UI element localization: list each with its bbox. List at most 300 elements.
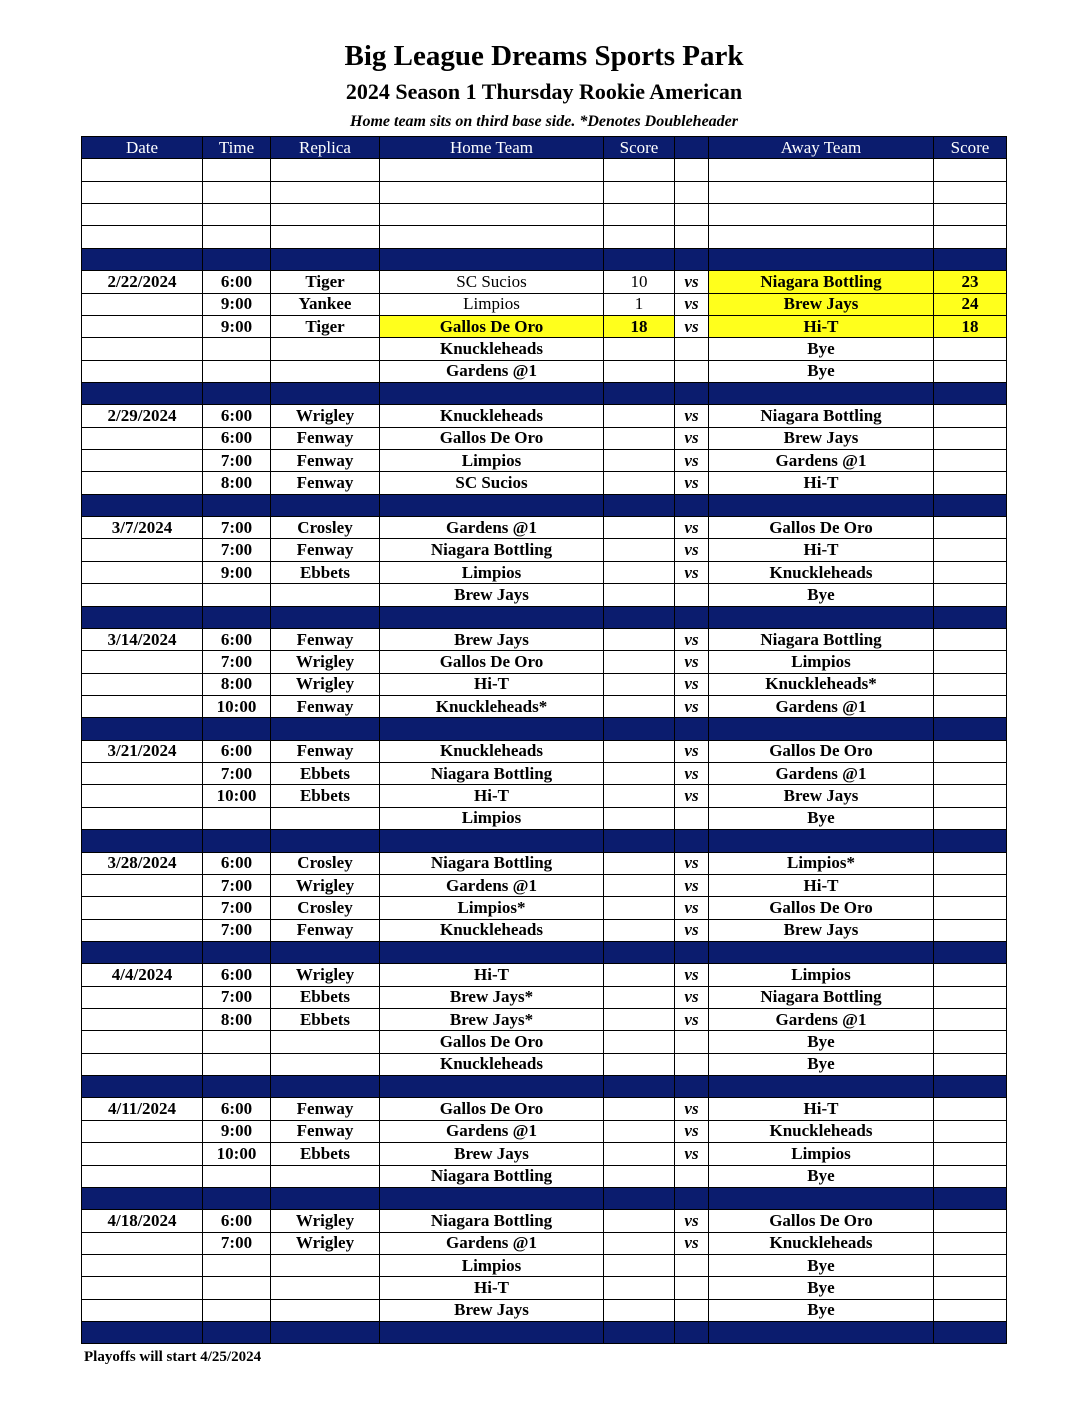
- home-score-cell: [604, 897, 675, 919]
- away-score-cell: [934, 897, 1007, 919]
- home-score-cell: [604, 874, 675, 896]
- away-score-cell: [934, 472, 1007, 494]
- home-team-cell: Knuckleheads: [380, 405, 604, 427]
- home-team-cell: Knuckleheads: [380, 338, 604, 360]
- table-row: [82, 1277, 1007, 1299]
- column-header-time: Time: [203, 137, 271, 159]
- time-cell: 7:00: [203, 763, 271, 785]
- home-score-cell: [604, 740, 675, 762]
- home-score-cell: [604, 1031, 675, 1053]
- away-score-cell: [934, 1143, 1007, 1165]
- home-score-cell: [604, 785, 675, 807]
- separator-cell: [82, 1076, 203, 1098]
- away-score-cell: [934, 1120, 1007, 1142]
- away-score-cell: [934, 628, 1007, 650]
- time-cell: [203, 1053, 271, 1075]
- vs-cell: vs: [675, 919, 709, 941]
- separator-cell: [675, 248, 709, 270]
- time-cell: 7:00: [203, 450, 271, 472]
- time-cell: 6:00: [203, 852, 271, 874]
- replica-cell: [271, 159, 380, 181]
- home-score-cell: [604, 181, 675, 203]
- home-team-cell: [380, 204, 604, 226]
- away-score-cell: [934, 1277, 1007, 1299]
- away-score-cell: 18: [934, 315, 1007, 337]
- home-team-cell: Niagara Bottling: [380, 1165, 604, 1187]
- separator-cell: [271, 382, 380, 404]
- away-score-cell: [934, 651, 1007, 673]
- vs-cell: [675, 1053, 709, 1075]
- away-team-cell: Gallos De Oro: [709, 740, 934, 762]
- table-row: [82, 1210, 1007, 1232]
- week-separator-row: [82, 830, 1007, 852]
- vs-cell: vs: [675, 427, 709, 449]
- home-team-cell: Brew Jays*: [380, 986, 604, 1008]
- separator-cell: [934, 941, 1007, 963]
- date-cell: [82, 1165, 203, 1187]
- replica-cell: [271, 584, 380, 606]
- vs-cell: vs: [675, 271, 709, 293]
- away-team-cell: Limpios*: [709, 852, 934, 874]
- time-cell: 9:00: [203, 561, 271, 583]
- date-cell: [82, 226, 203, 248]
- home-team-cell: Brew Jays: [380, 584, 604, 606]
- date-cell: 3/28/2024: [82, 852, 203, 874]
- date-cell: 3/21/2024: [82, 740, 203, 762]
- replica-cell: Fenway: [271, 472, 380, 494]
- home-team-cell: Niagara Bottling: [380, 763, 604, 785]
- replica-cell: Crosley: [271, 897, 380, 919]
- home-team-cell: Gardens @1: [380, 517, 604, 539]
- separator-cell: [271, 1076, 380, 1098]
- replica-cell: Fenway: [271, 450, 380, 472]
- date-cell: 4/4/2024: [82, 964, 203, 986]
- date-cell: [82, 450, 203, 472]
- away-score-cell: [934, 159, 1007, 181]
- table-row: [82, 427, 1007, 449]
- date-cell: [82, 1031, 203, 1053]
- vs-cell: vs: [675, 405, 709, 427]
- separator-cell: [604, 606, 675, 628]
- replica-cell: Wrigley: [271, 673, 380, 695]
- week-separator-row: [82, 248, 1007, 270]
- separator-cell: [203, 941, 271, 963]
- table-row: [82, 964, 1007, 986]
- week-separator-row: [82, 1076, 1007, 1098]
- away-score-cell: [934, 517, 1007, 539]
- table-row: [82, 1143, 1007, 1165]
- time-cell: 7:00: [203, 539, 271, 561]
- away-team-cell: Bye: [709, 1254, 934, 1276]
- home-team-cell: SC Sucios: [380, 472, 604, 494]
- home-score-cell: [604, 964, 675, 986]
- vs-cell: vs: [675, 740, 709, 762]
- separator-cell: [82, 1187, 203, 1209]
- replica-cell: Tiger: [271, 271, 380, 293]
- date-cell: [82, 1299, 203, 1321]
- table-row: [82, 204, 1007, 226]
- date-cell: [82, 1053, 203, 1075]
- separator-cell: [203, 606, 271, 628]
- vs-cell: vs: [675, 1143, 709, 1165]
- date-cell: [82, 919, 203, 941]
- time-cell: [203, 226, 271, 248]
- home-score-cell: [604, 1098, 675, 1120]
- vs-cell: vs: [675, 1098, 709, 1120]
- away-team-cell: Bye: [709, 807, 934, 829]
- home-score-cell: [604, 628, 675, 650]
- separator-cell: [934, 830, 1007, 852]
- separator-cell: [934, 494, 1007, 516]
- separator-cell: [380, 494, 604, 516]
- date-cell: [82, 1232, 203, 1254]
- replica-cell: Wrigley: [271, 405, 380, 427]
- home-score-cell: [604, 450, 675, 472]
- separator-cell: [271, 718, 380, 740]
- away-score-cell: [934, 1165, 1007, 1187]
- vs-cell: vs: [675, 651, 709, 673]
- separator-cell: [604, 1076, 675, 1098]
- home-team-cell: Knuckleheads: [380, 919, 604, 941]
- separator-cell: [380, 718, 604, 740]
- separator-cell: [709, 1076, 934, 1098]
- week-separator-row: [82, 606, 1007, 628]
- vs-cell: [675, 1299, 709, 1321]
- vs-cell: [675, 204, 709, 226]
- time-cell: 6:00: [203, 427, 271, 449]
- date-cell: [82, 1254, 203, 1276]
- column-header-date: Date: [82, 137, 203, 159]
- date-cell: [82, 159, 203, 181]
- replica-cell: [271, 1299, 380, 1321]
- away-score-cell: [934, 807, 1007, 829]
- separator-cell: [82, 248, 203, 270]
- time-cell: [203, 584, 271, 606]
- separator-cell: [604, 1187, 675, 1209]
- away-team-cell: Gardens @1: [709, 1009, 934, 1031]
- home-team-cell: Gallos De Oro: [380, 1098, 604, 1120]
- date-cell: [82, 338, 203, 360]
- date-cell: [82, 315, 203, 337]
- time-cell: 6:00: [203, 1098, 271, 1120]
- table-row: [82, 1031, 1007, 1053]
- away-team-cell: Hi-T: [709, 874, 934, 896]
- schedule-body: [82, 159, 1007, 1344]
- column-header-replica: Replica: [271, 137, 380, 159]
- away-score-cell: [934, 427, 1007, 449]
- away-score-cell: 23: [934, 271, 1007, 293]
- date-cell: [82, 673, 203, 695]
- column-header-away-team: Away Team: [709, 137, 934, 159]
- home-team-cell: Gallos De Oro: [380, 1031, 604, 1053]
- away-team-cell: Brew Jays: [709, 427, 934, 449]
- time-cell: 7:00: [203, 651, 271, 673]
- away-team-cell: Bye: [709, 1031, 934, 1053]
- away-team-cell: [709, 204, 934, 226]
- away-score-cell: [934, 852, 1007, 874]
- time-cell: 7:00: [203, 517, 271, 539]
- separator-cell: [271, 1187, 380, 1209]
- replica-cell: [271, 1031, 380, 1053]
- vs-cell: vs: [675, 450, 709, 472]
- time-cell: [203, 181, 271, 203]
- vs-cell: vs: [675, 763, 709, 785]
- home-team-cell: Limpios: [380, 293, 604, 315]
- time-cell: 10:00: [203, 1143, 271, 1165]
- away-team-cell: [709, 159, 934, 181]
- home-team-cell: Gallos De Oro: [380, 651, 604, 673]
- table-row: [82, 1009, 1007, 1031]
- away-score-cell: [934, 1232, 1007, 1254]
- date-cell: 4/11/2024: [82, 1098, 203, 1120]
- away-team-cell: Bye: [709, 1277, 934, 1299]
- away-score-cell: [934, 919, 1007, 941]
- separator-cell: [380, 830, 604, 852]
- home-team-cell: Gallos De Oro: [380, 315, 604, 337]
- vs-cell: vs: [675, 673, 709, 695]
- home-team-cell: Gardens @1: [380, 360, 604, 382]
- home-team-cell: Brew Jays*: [380, 1009, 604, 1031]
- home-score-cell: [604, 807, 675, 829]
- table-row: [82, 1098, 1007, 1120]
- home-team-cell: Limpios*: [380, 897, 604, 919]
- time-cell: [203, 1165, 271, 1187]
- separator-cell: [675, 1076, 709, 1098]
- away-score-cell: [934, 181, 1007, 203]
- away-team-cell: Hi-T: [709, 539, 934, 561]
- vs-cell: vs: [675, 874, 709, 896]
- away-team-cell: Knuckleheads: [709, 1232, 934, 1254]
- time-cell: [203, 204, 271, 226]
- date-cell: [82, 293, 203, 315]
- home-team-cell: Hi-T: [380, 785, 604, 807]
- away-team-cell: Limpios: [709, 1143, 934, 1165]
- vs-cell: vs: [675, 785, 709, 807]
- time-cell: 10:00: [203, 695, 271, 717]
- separator-cell: [271, 941, 380, 963]
- table-row: [82, 450, 1007, 472]
- table-row: [82, 315, 1007, 337]
- home-team-cell: Limpios: [380, 450, 604, 472]
- time-cell: [203, 1277, 271, 1299]
- replica-cell: Ebbets: [271, 1143, 380, 1165]
- schedule-table: [81, 136, 1007, 1344]
- page-subtitle: 2024 Season 1 Thursday Rookie American: [345, 79, 743, 104]
- away-score-cell: [934, 539, 1007, 561]
- table-row: [82, 1232, 1007, 1254]
- time-cell: 6:00: [203, 271, 271, 293]
- separator-cell: [709, 494, 934, 516]
- schedule-note: Home team sits on third base side. *Denotes Doubleheader: [350, 113, 738, 130]
- away-score-cell: [934, 986, 1007, 1008]
- away-score-cell: [934, 1299, 1007, 1321]
- table-row: [82, 852, 1007, 874]
- away-score-cell: 24: [934, 293, 1007, 315]
- separator-cell: [934, 606, 1007, 628]
- time-cell: [203, 1299, 271, 1321]
- separator-cell: [934, 1322, 1007, 1344]
- away-score-cell: [934, 964, 1007, 986]
- vs-cell: vs: [675, 293, 709, 315]
- vs-cell: vs: [675, 628, 709, 650]
- away-team-cell: Bye: [709, 338, 934, 360]
- vs-cell: [675, 1277, 709, 1299]
- playoffs-note: Playoffs will start 4/25/2024: [84, 1349, 262, 1365]
- table-row: [82, 405, 1007, 427]
- away-score-cell: [934, 673, 1007, 695]
- separator-cell: [709, 1322, 934, 1344]
- replica-cell: Wrigley: [271, 1232, 380, 1254]
- replica-cell: Tiger: [271, 315, 380, 337]
- replica-cell: Fenway: [271, 628, 380, 650]
- separator-cell: [604, 248, 675, 270]
- date-cell: [82, 986, 203, 1008]
- table-row: [82, 785, 1007, 807]
- home-score-cell: [604, 338, 675, 360]
- table-row: [82, 695, 1007, 717]
- table-row: [82, 1165, 1007, 1187]
- vs-cell: vs: [675, 472, 709, 494]
- replica-cell: Fenway: [271, 740, 380, 762]
- home-team-cell: Brew Jays: [380, 628, 604, 650]
- time-cell: 8:00: [203, 1009, 271, 1031]
- vs-cell: vs: [675, 315, 709, 337]
- table-row: [82, 517, 1007, 539]
- home-score-cell: [604, 539, 675, 561]
- date-cell: [82, 539, 203, 561]
- table-row: [82, 226, 1007, 248]
- away-team-cell: Niagara Bottling: [709, 628, 934, 650]
- away-team-cell: Limpios: [709, 964, 934, 986]
- separator-cell: [82, 718, 203, 740]
- table-row: [82, 271, 1007, 293]
- vs-cell: vs: [675, 852, 709, 874]
- home-team-cell: Gardens @1: [380, 1232, 604, 1254]
- time-cell: [203, 1031, 271, 1053]
- separator-cell: [271, 830, 380, 852]
- time-cell: 7:00: [203, 919, 271, 941]
- home-score-cell: [604, 763, 675, 785]
- separator-cell: [604, 494, 675, 516]
- home-score-cell: [604, 405, 675, 427]
- table-row: [82, 1053, 1007, 1075]
- replica-cell: [271, 204, 380, 226]
- replica-cell: Wrigley: [271, 964, 380, 986]
- separator-cell: [675, 382, 709, 404]
- away-score-cell: [934, 874, 1007, 896]
- date-cell: [82, 807, 203, 829]
- date-cell: [82, 204, 203, 226]
- home-team-cell: Gallos De Oro: [380, 427, 604, 449]
- home-team-cell: Knuckleheads: [380, 740, 604, 762]
- replica-cell: Wrigley: [271, 874, 380, 896]
- separator-cell: [380, 606, 604, 628]
- replica-cell: Fenway: [271, 1120, 380, 1142]
- time-cell: [203, 159, 271, 181]
- date-cell: [82, 651, 203, 673]
- away-team-cell: Hi-T: [709, 315, 934, 337]
- separator-cell: [709, 248, 934, 270]
- date-cell: 2/29/2024: [82, 405, 203, 427]
- away-score-cell: [934, 763, 1007, 785]
- table-row: [82, 986, 1007, 1008]
- away-team-cell: Gallos De Oro: [709, 1210, 934, 1232]
- date-cell: [82, 785, 203, 807]
- table-row: [82, 1254, 1007, 1276]
- time-cell: 9:00: [203, 293, 271, 315]
- separator-cell: [604, 830, 675, 852]
- separator-cell: [675, 941, 709, 963]
- home-team-cell: Hi-T: [380, 964, 604, 986]
- away-team-cell: Gardens @1: [709, 695, 934, 717]
- time-cell: 7:00: [203, 986, 271, 1008]
- date-cell: [82, 181, 203, 203]
- date-cell: 2/22/2024: [82, 271, 203, 293]
- time-cell: 6:00: [203, 740, 271, 762]
- separator-cell: [203, 494, 271, 516]
- replica-cell: [271, 1277, 380, 1299]
- home-score-cell: [604, 1210, 675, 1232]
- date-cell: [82, 561, 203, 583]
- date-cell: 4/18/2024: [82, 1210, 203, 1232]
- date-cell: [82, 1277, 203, 1299]
- vs-cell: vs: [675, 1232, 709, 1254]
- home-score-cell: [604, 561, 675, 583]
- home-team-cell: Limpios: [380, 807, 604, 829]
- vs-cell: vs: [675, 1210, 709, 1232]
- home-score-cell: [604, 1143, 675, 1165]
- column-header-home-team: Home Team: [380, 137, 604, 159]
- replica-cell: [271, 181, 380, 203]
- date-cell: [82, 472, 203, 494]
- time-cell: 7:00: [203, 874, 271, 896]
- home-score-cell: 10: [604, 271, 675, 293]
- separator-cell: [203, 248, 271, 270]
- separator-cell: [203, 1187, 271, 1209]
- home-team-cell: [380, 159, 604, 181]
- vs-cell: [675, 338, 709, 360]
- home-team-cell: Hi-T: [380, 1277, 604, 1299]
- vs-cell: [675, 181, 709, 203]
- away-team-cell: Brew Jays: [709, 785, 934, 807]
- vs-cell: vs: [675, 1120, 709, 1142]
- vs-cell: vs: [675, 964, 709, 986]
- home-team-cell: Hi-T: [380, 673, 604, 695]
- separator-cell: [82, 494, 203, 516]
- vs-cell: [675, 1254, 709, 1276]
- home-score-cell: [604, 1254, 675, 1276]
- separator-cell: [604, 718, 675, 740]
- separator-cell: [380, 1187, 604, 1209]
- date-cell: [82, 584, 203, 606]
- home-score-cell: 1: [604, 293, 675, 315]
- time-cell: [203, 360, 271, 382]
- vs-cell: [675, 360, 709, 382]
- home-score-cell: [604, 1277, 675, 1299]
- replica-cell: Ebbets: [271, 763, 380, 785]
- separator-cell: [380, 1322, 604, 1344]
- vs-cell: vs: [675, 539, 709, 561]
- replica-cell: [271, 360, 380, 382]
- table-row: [82, 338, 1007, 360]
- separator-cell: [709, 382, 934, 404]
- away-team-cell: Limpios: [709, 651, 934, 673]
- table-row: [82, 874, 1007, 896]
- home-team-cell: [380, 181, 604, 203]
- home-score-cell: [604, 360, 675, 382]
- away-team-cell: [709, 226, 934, 248]
- separator-cell: [675, 494, 709, 516]
